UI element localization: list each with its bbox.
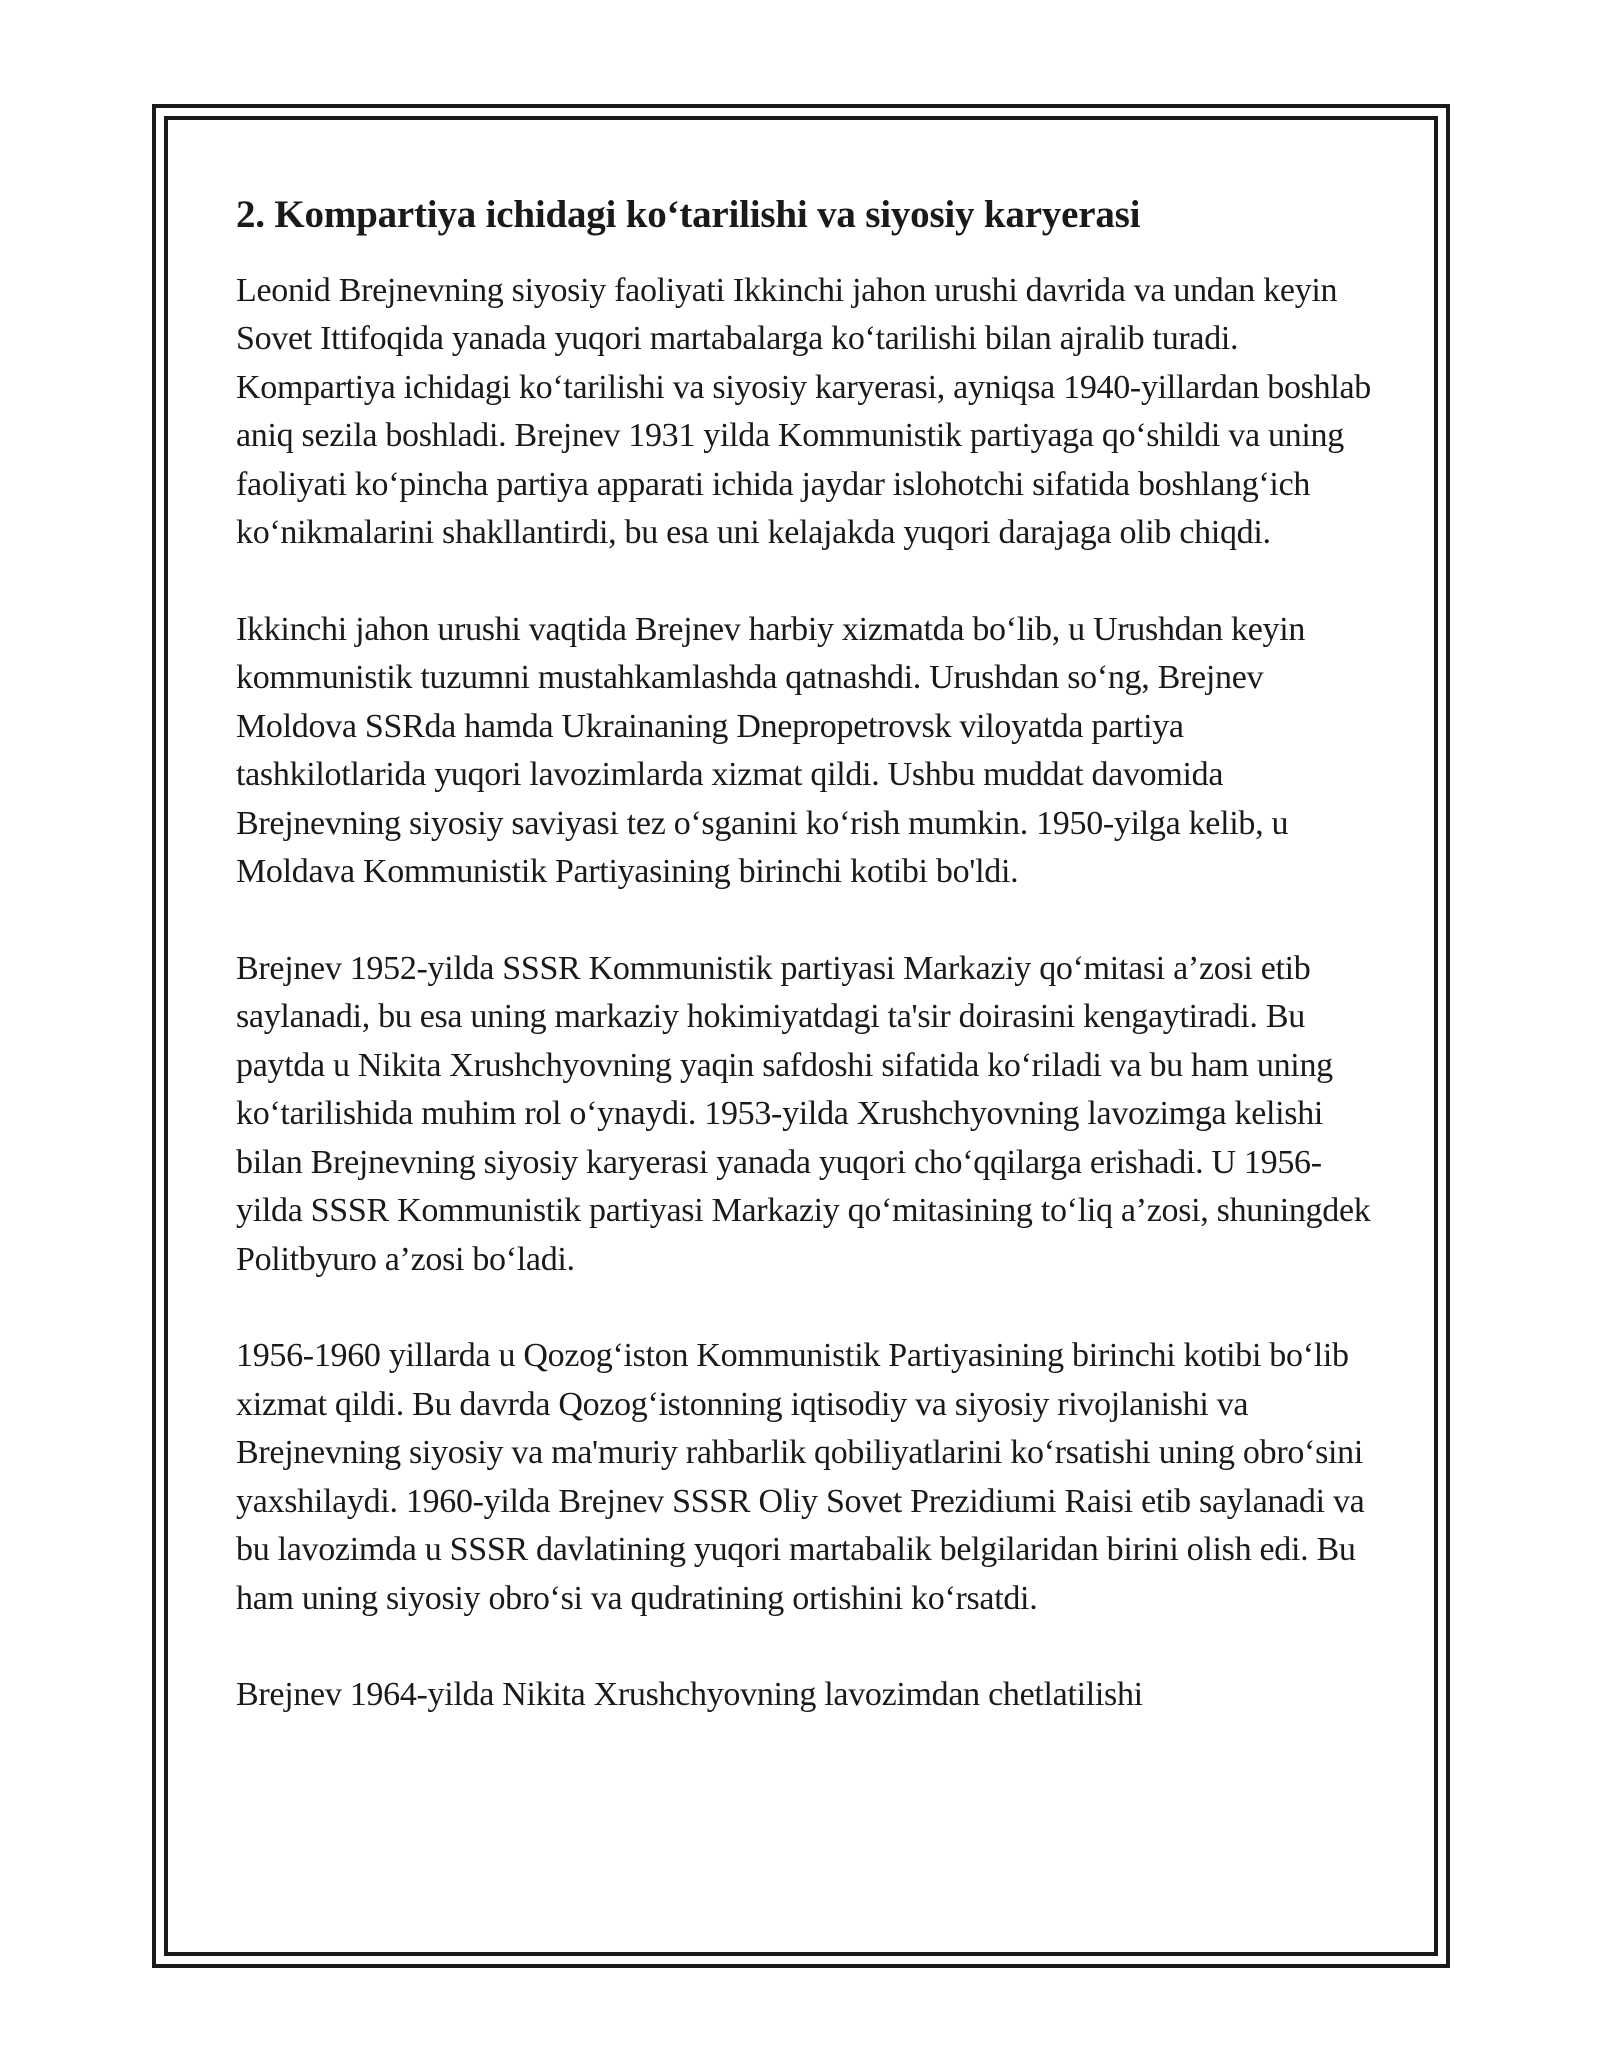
paragraph-5: Brejnev 1964-yilda Nikita Xrushchyovning lavozimdan chetlatilishi	[236, 1676, 1143, 1714]
section-heading: 2. Kompartiya ichidagi ko‘tarilishi va siyosiy karyerasi	[236, 193, 1141, 236]
paragraph-4: 1956-1960 yillarda u Qozog‘iston Kommunistik Partiyasining birinchi kotibi bo‘lib xizmat qildi. Bu davrda Qozog‘istonning iqtisodiy va siyosiy rivojlanishi va Brejnevning siyosiy va ma'muriy rahbarlik qobiliyatlarini ko‘rsatishi uning obro‘sini yaxshilaydi. 1960-yilda Brejnev SSSR Oliy Sovet Prezidiumi Raisi etib saylanadi va bu lavozimda u SSSR davlatining yuqori martabalik belgilaridan birini olish edi. Bu ham uning siyosiy obro‘si va qudratining ortishini ko‘rsatdi.	[236, 1337, 1365, 1617]
document-body	[236, 190, 1376, 1720]
paragraph-2: Ikkinchi jahon urushi vaqtida Brejnev harbiy xizmatda bo‘lib, u Urushdan keyin kommunistik tuzumni mustahkamlashda qatnashdi. Urushdan so‘ng, Brejnev Moldova SSRda hamda Ukrainaning Dnepropetrovsk viloyatda partiya tashkilotlarida yuqori lavozimlarda xizmat qildi. Ushbu muddat davomida Brejnevning siyosiy saviyasi tez o‘sganini ko‘rish mumkin. 1950-yilga kelib, u Moldava Kommunistik Partiyasining birinchi kotibi bo'ldi.	[236, 610, 1306, 891]
paragraph-3: Brejnev 1952-yilda SSSR Kommunistik partiyasi Markaziy qo‘mitasi a’zosi etib saylanadi, bu esa uning markaziy hokimiyatdagi ta'sir doirasini kengaytiradi. Bu paytda u Nikita Xrushchyovning yaqin safdoshi sifatida ko‘riladi va bu ham uning ko‘tarilishida muhim rol o‘ynaydi. 1953-yilda Xrushchyovning lavozimga kelishi bilan Brejnevning siyosiy karyerasi yanada yuqori cho‘qqilarga erishadi. U 1956-yilda SSSR Kommunistik partiyasi Markaziy qo‘mitasining to‘liq a’zosi, shuningdek Politbyuro a’zosi bo‘ladi.	[236, 949, 1371, 1278]
paragraph-1: Leonid Brejnevning siyosiy faoliyati Ikkinchi jahon urushi davrida va undan keyin Sovet Ittifoqida yanada yuqori martabalarga ko‘tarilishi bilan ajralib turadi. Kompartiya ichidagi ko‘tarilishi va siyosiy karyerasi, ayniqsa 1940-yillardan boshlab aniq sezila boshladi. Brejnev 1931 yilda Kommunistik partiyaga qo‘shildi va uning faoliyati ko‘pincha partiya apparati ichida jaydar islohotchi sifatida boshlang‘ich ko‘nikmalarini shakllantirdi, bu esa uni kelajakda yuqori darajaga olib chiqdi.	[236, 271, 1371, 552]
